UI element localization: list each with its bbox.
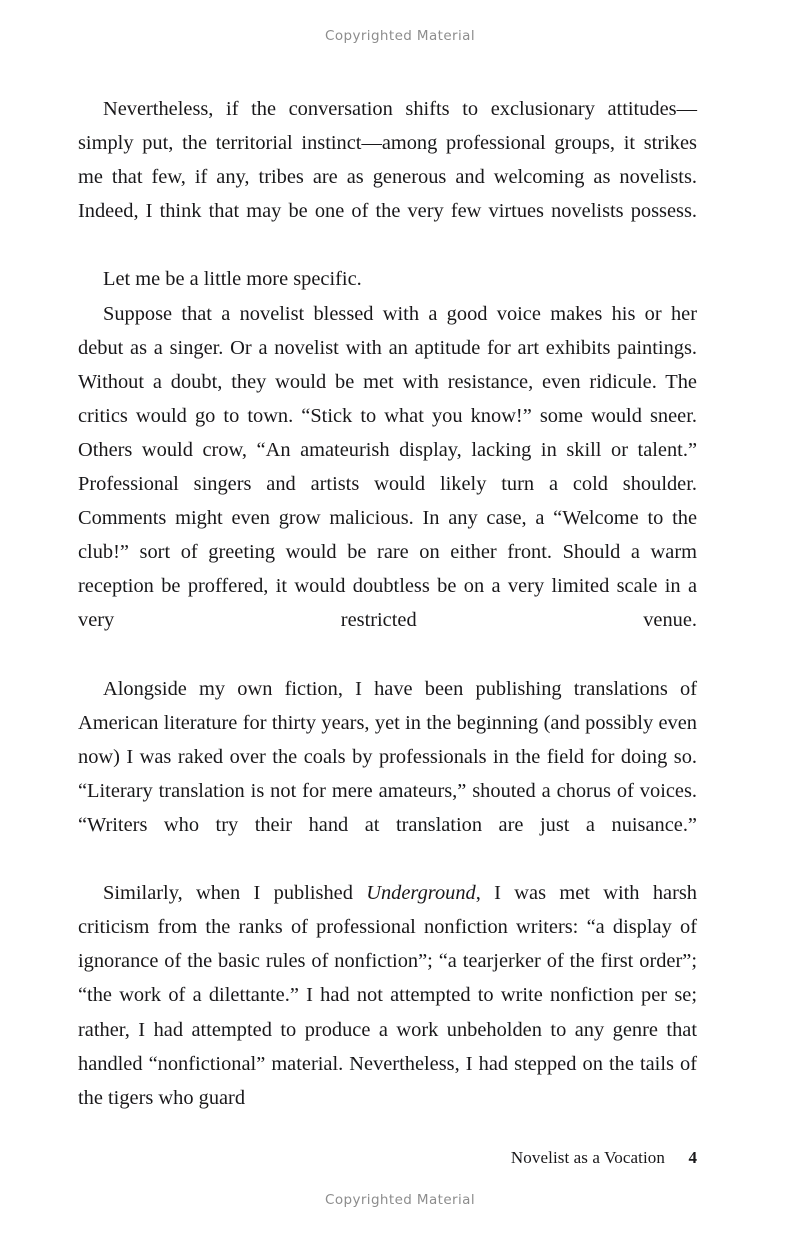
paragraph-5-text-before: Similarly, when I published [103,882,367,905]
paragraph-3: Suppose that a novelist blessed with a good voice makes his or her debut as a singer. Or a novelist with an aptitude for art exhibits paintings. Without a doubt, they would be met with resistance, even ridicule. The critics would go to town. “Stick to what you know!” some would sneer. Others would crow, “An amateurish display, lacking in skill or talent.” Professional singers and artists would likely turn a cold shoulder. Comments might even grow malicious. In any case, a “Welcome to the club!” sort of greeting would be rare on either front. Should a warm reception be proffered, it would doubtless be on a very limited scale in a very restricted venue. [78,302,697,632]
footer-page-number: 4 [688,1148,697,1167]
copyright-watermark-top: Copyrighted Material [325,28,475,44]
paragraph-5-text-after: , I was met with harsh criticism from the ranks of professional nonfiction writers: “a display of ignorance of the basic rules of nonfiction”; “a tearjerker of the first order”; “the work of a dilettante.” I had not attempted to write nonfiction per se; rather, I had attempted to produce a work unbeholden to any genre that handled “nonfictional” material. Nevertheless, I had stepped on the tails of the tigers who guard [78,882,697,1109]
footer-book-title: Novelist as a Vocation [510,1148,665,1167]
paragraph-2: Let me be a little more specific. [103,268,362,291]
book-title-underground: Underground [366,882,476,905]
paragraph-5 [78,876,697,1115]
copyright-watermark-bottom: Copyrighted Material [325,1192,475,1208]
page-footer [78,1148,697,1168]
paragraph-1: Nevertheless, if the conversation shifts to exclusionary attitudes—simply put, the territorial instinct—among professional groups, it strikes me that few, if any, tribes are as generous and welcoming as novelists. Indeed, I think that may be one of the very few virtues novelists possess. [78,98,697,223]
page-body [78,92,697,1115]
paragraph-4: Alongside my own fiction, I have been publishing translations of American literature for thirty years, yet in the beginning (and possibly even now) I was raked over the coals by professionals in the field for doing so. “Literary translation is not for mere amateurs,” shouted a chorus of voices. “Writers who try their hand at translation are just a nuisance.” [78,677,697,836]
